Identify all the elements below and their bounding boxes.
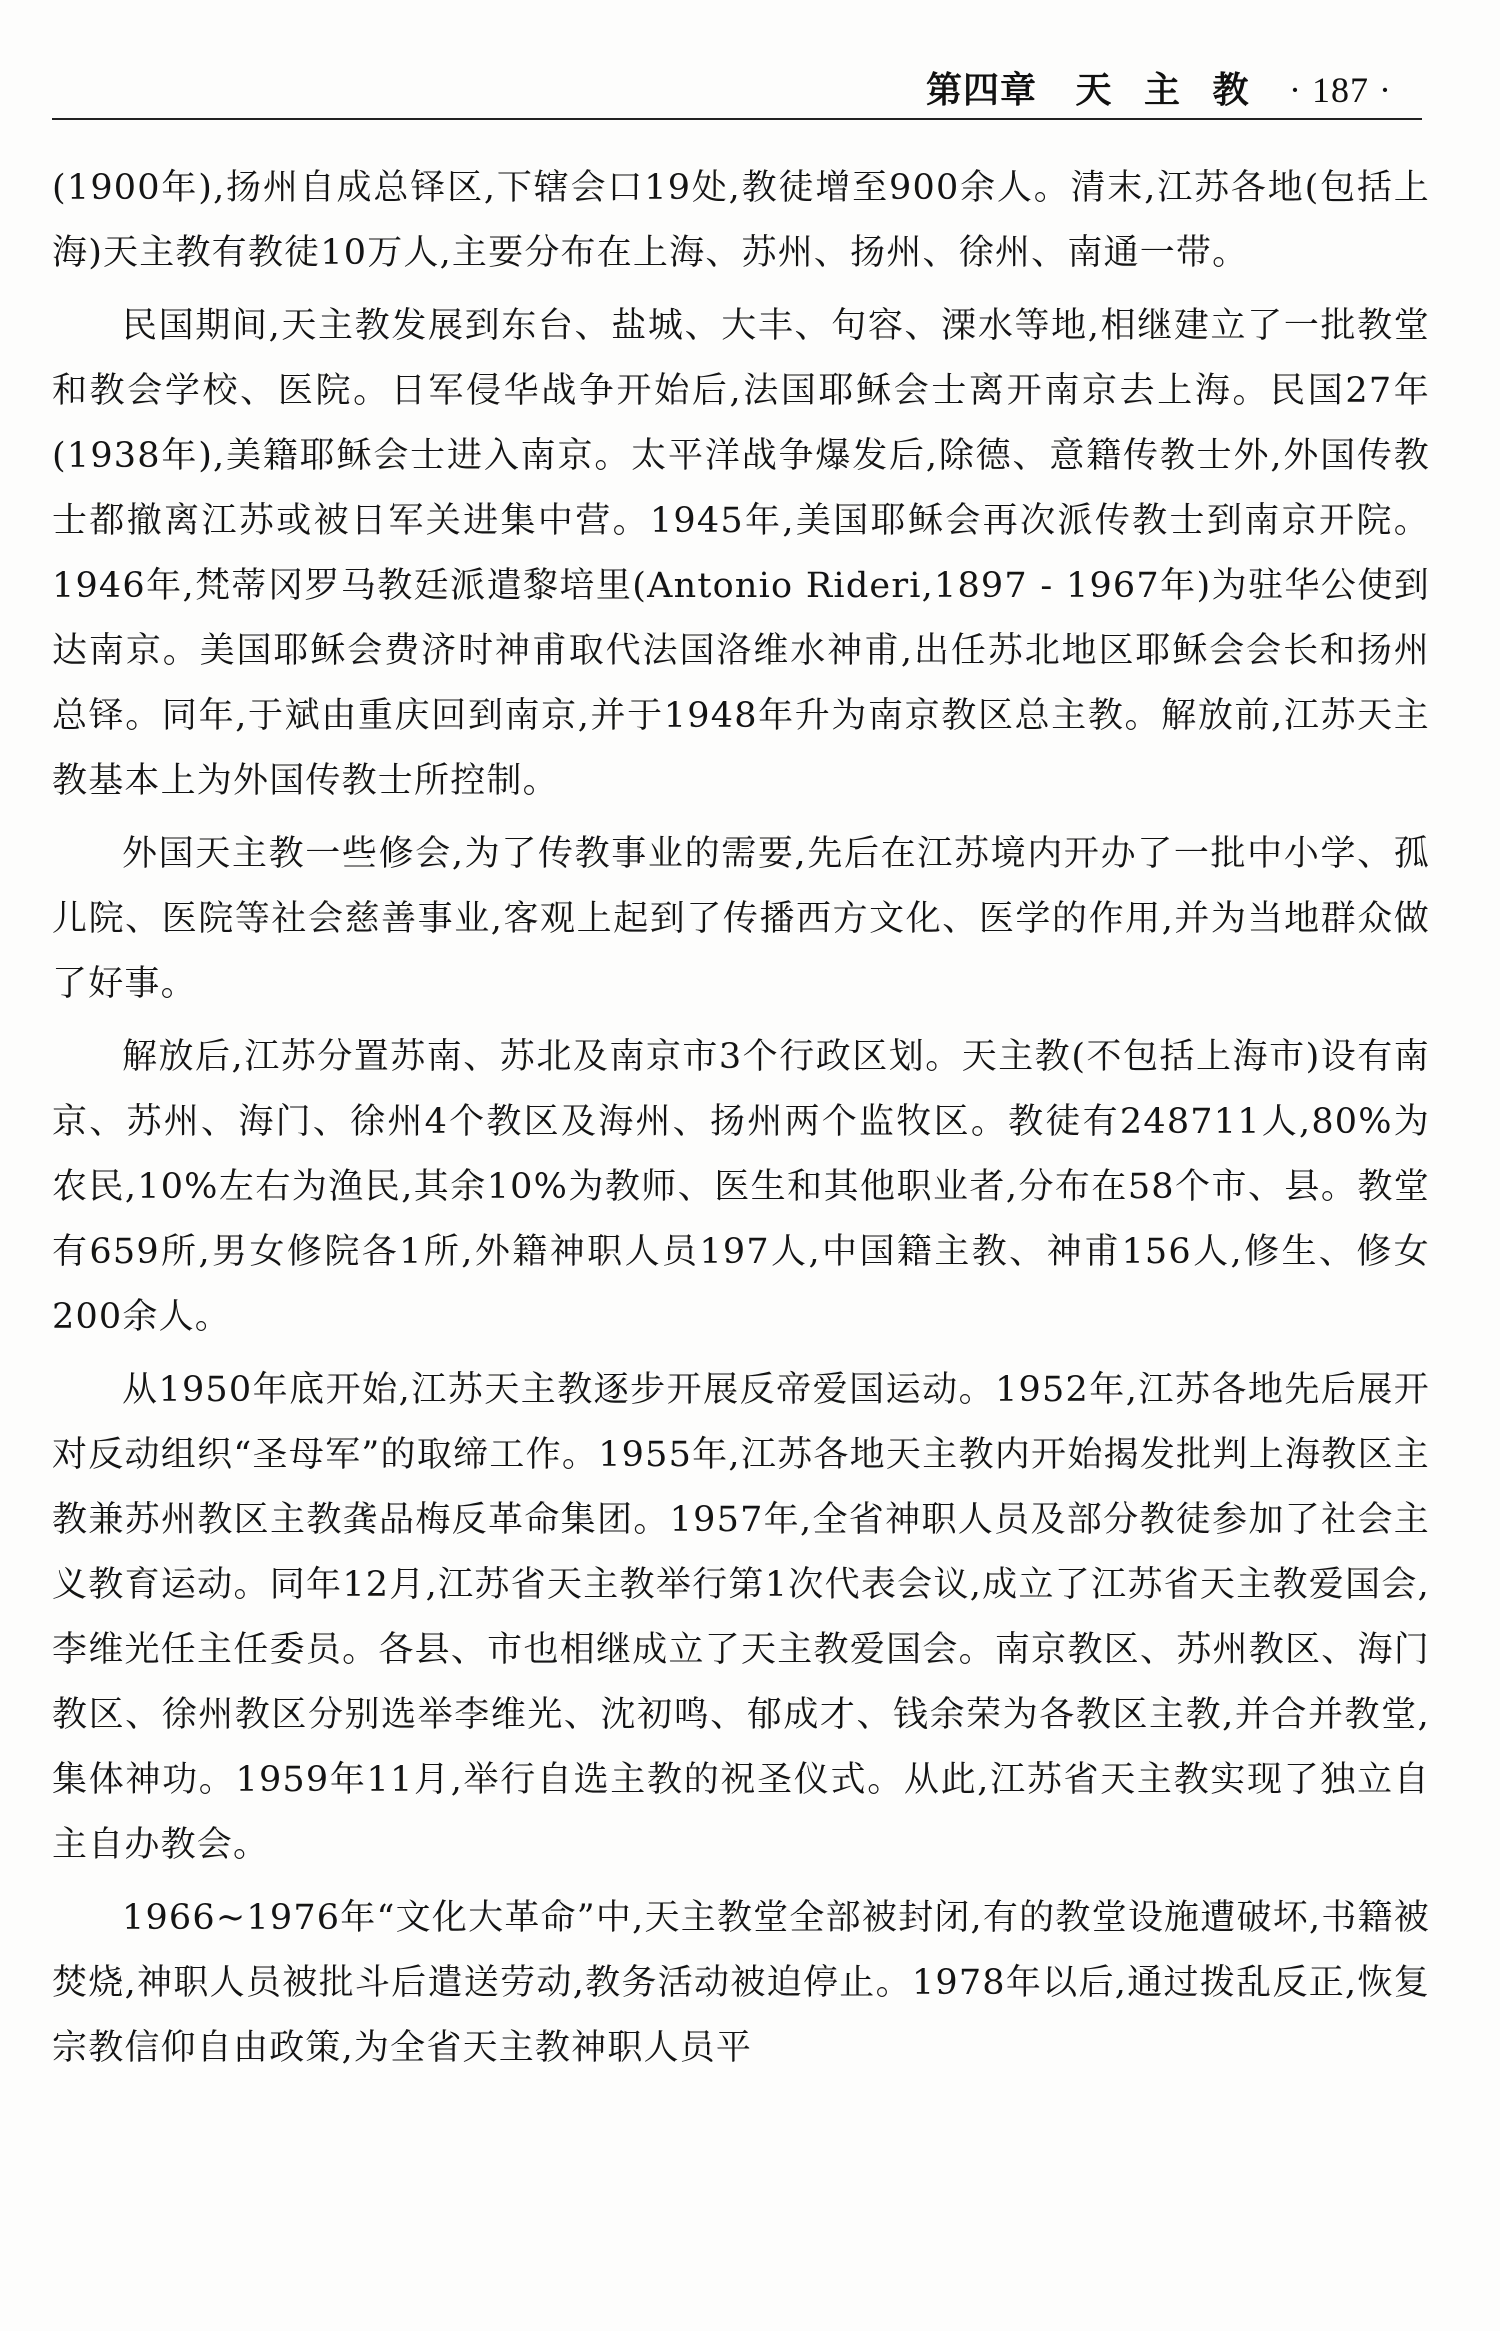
chapter-title: 天 主 教 bbox=[1075, 69, 1259, 111]
paragraph-4: 解放后,江苏分置苏南、苏北及南京市3个行政区划。天主教(不包括上海市)设有南京、苏州、海门、徐州4个教区及海州、扬州两个监牧区。教徒有248711人,80%为农民,10%左右为渔民,其余10%为教师、医生和其他职业者,分布在58个市、县。教堂有659所,男女修院各1所,外籍神职人员197人,中国籍主教、神甫156人,修生、修女200余人。 bbox=[52, 1037, 1430, 1337]
paragraph-3: 外国天主教一些修会,为了传教事业的需要,先后在江苏境内开办了一批中小学、孤儿院、医院等社会慈善事业,客观上起到了传播西方文化、医学的作用,并为当地群众做了好事。 bbox=[52, 834, 1430, 1004]
header-rule bbox=[52, 118, 1422, 120]
paragraph-1: (1900年),扬州自成总铎区,下辖会口19处,教徒增至900余人。清末,江苏各地(包括上海)天主教有教徒10万人,主要分布在上海、苏州、扬州、徐州、南通一带。 bbox=[52, 168, 1430, 273]
paragraph-5: 从1950年底开始,江苏天主教逐步开展反帝爱国运动。1952年,江苏各地先后展开对反动组织“圣母军”的取缔工作。1955年,江苏各地天主教内开始揭发批判上海教区主教兼苏州教区主教龚品梅反革命集团。1957年,全省神职人员及部分教徒参加了社会主义教育运动。同年12月,江苏省天主教举行第1次代表会议,成立了江苏省天主教爱国会,李维光任主任委员。各县、市也相继成立了天主教爱国会。南京教区、苏州教区、海门教区、徐州教区分别选举李维光、沈初鸣、郁成才、钱余荣为各教区主教,并合并教堂,集体神功。1959年11月,举行自选主教的祝圣仪式。从此,江苏省天主教实现了独立自主自办教会。 bbox=[52, 1370, 1430, 1865]
running-head bbox=[926, 62, 1392, 113]
paragraph-2: 民国期间,天主教发展到东台、盐城、大丰、句容、溧水等地,相继建立了一批教堂和教会学校、医院。日军侵华战争开始后,法国耶稣会士离开南京去上海。民国27年(1938年),美籍耶稣会士进入南京。太平洋战争爆发后,除德、意籍传教士外,外国传教士都撤离江苏或被日军关进集中营。1945年,美国耶稣会再次派传教士到南京开院。1946年,梵蒂冈罗马教廷派遣黎培里(Antonio Rideri,1897 - 1967年)为驻华公使到达南京。美国耶稣会费济时神甫取代法国洛维水神甫,出任苏北地区耶稣会会长和扬州总铎。同年,于斌由重庆回到南京,并于1948年升为南京教区总主教。解放前,江苏天主教基本上为外国传教士所控制。 bbox=[52, 306, 1430, 801]
body-text bbox=[52, 156, 1430, 2089]
chapter-label: 第四章 bbox=[926, 69, 1038, 111]
paragraph-6: 1966~1976年“文化大革命”中,天主教堂全部被封闭,有的教堂设施遭破坏,书籍被焚烧,神职人员被批斗后遣送劳动,教务活动被迫停止。1978年以后,通过拨乱反正,恢复宗教信仰自由政策,为全省天主教神职人员平 bbox=[52, 1898, 1430, 2068]
page-number: · 187 · bbox=[1289, 70, 1392, 110]
